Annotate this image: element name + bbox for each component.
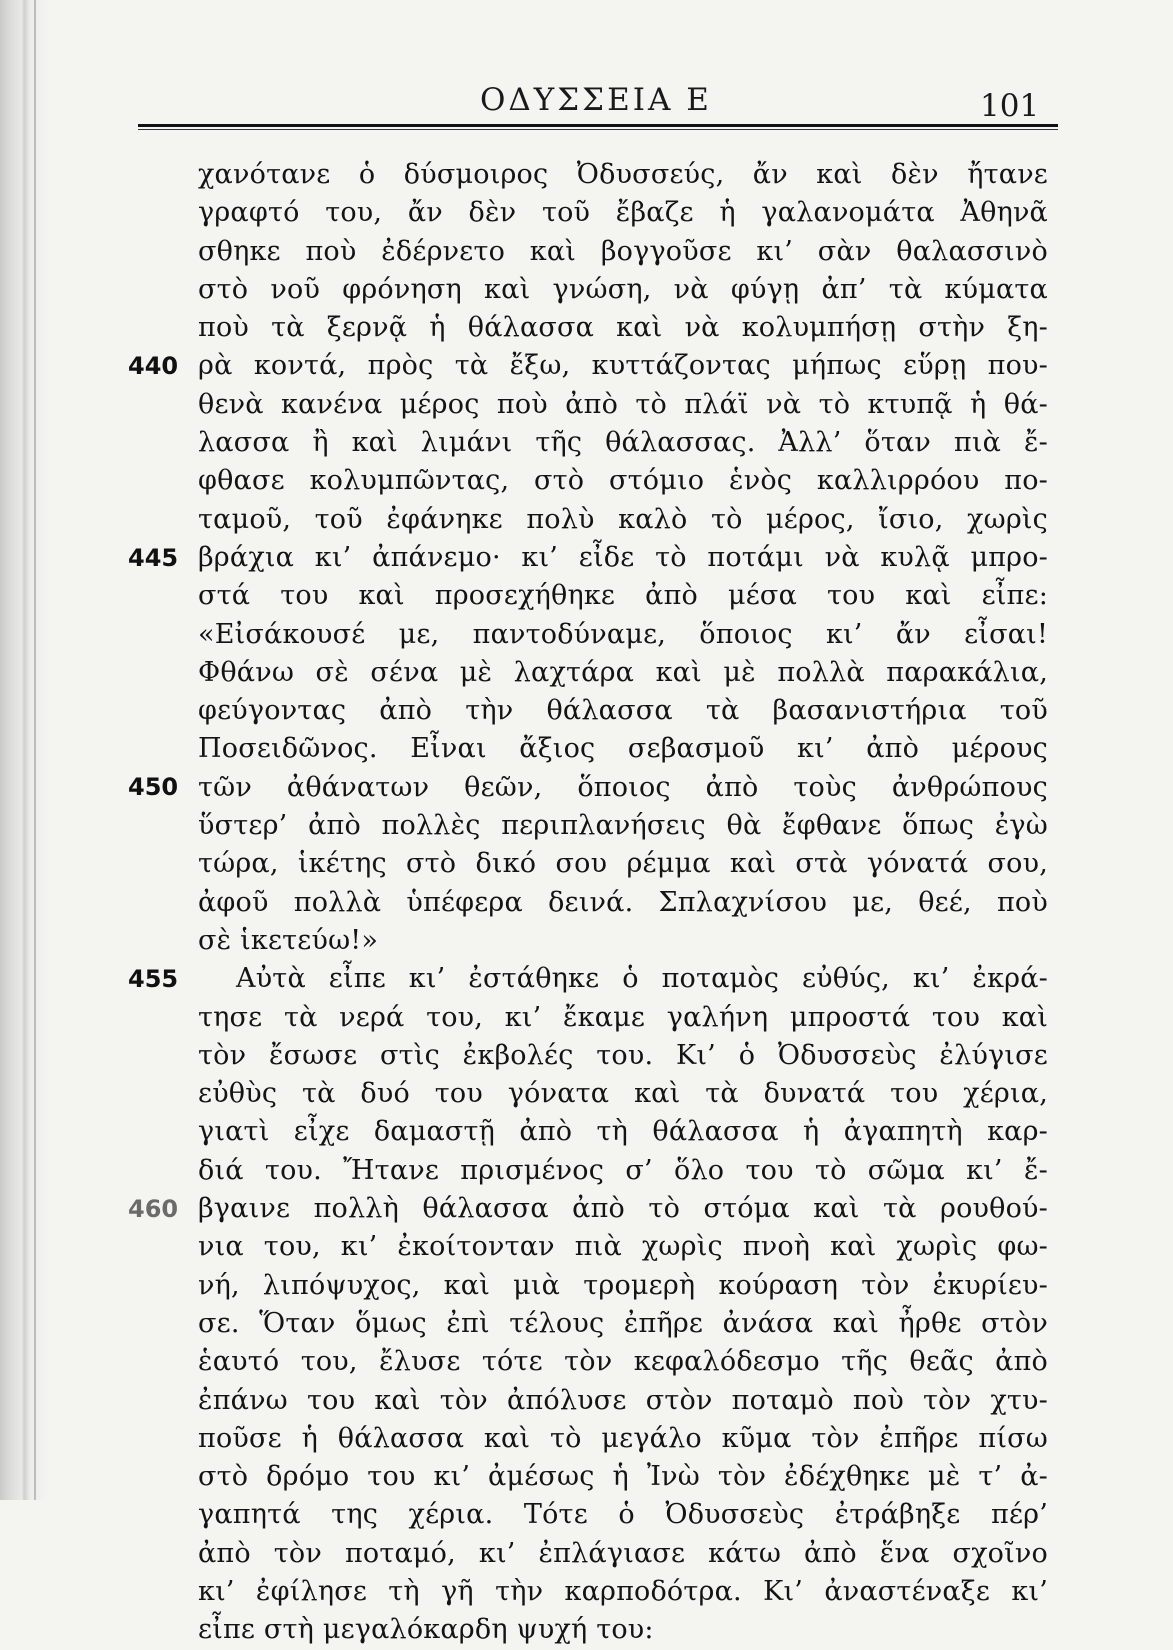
- verse-number-455: 455: [128, 965, 179, 993]
- text-line: στὸ δρόμο του κι’ ἀμέσως ἡ Ἰνὼ τὸν ἐδέχθηκε μὲ τ’ ἀ-: [198, 1461, 1048, 1493]
- text-line: ταμοῦ, τοῦ ἐφάνηκε πολὺ καλὸ τὸ μέρος, ἴσιο, χωρὶς: [198, 503, 1048, 535]
- text-line: βράχια κι’ ἀπάνεμο· κι’ εἶδε τὸ ποτάμι νὰ κυλᾷ μπρο-: [198, 541, 1048, 573]
- book-binding: [0, 0, 48, 1500]
- text-line: ἑαυτό του, ἔλυσε τότε τὸν κεφαλόδεσμο τῆς θεᾶς ἀπὸ: [198, 1346, 1048, 1378]
- text-line: σὲ ἱκετεύω!»: [198, 924, 379, 956]
- text-line: νια του, κι’ ἐκοίτονταν πιὰ χωρὶς πνοὴ καὶ χωρὶς φω-: [198, 1231, 1048, 1263]
- text-line: ποὺ τὰ ξερνᾷ ἡ θάλασσα καὶ νὰ κολυμπήσῃ στὴν ξη-: [198, 312, 1048, 344]
- verse-number-445: 445: [128, 544, 179, 572]
- text-line: γραφτό του, ἄν δὲν τοῦ ἔβαζε ἡ γαλανομάτα Ἀθηνᾶ: [198, 197, 1048, 229]
- text-line: ἀφοῦ πολλὰ ὑπέφερα δεινά. Σπλαχνίσου με, θεέ, ποὺ: [198, 886, 1048, 918]
- verse-number-440: 440: [128, 352, 179, 380]
- text-line: κι’ ἐφίλησε τὴ γῆ τὴν καρποδότρα. Κι’ ἀναστέναξε κι’: [198, 1575, 1048, 1607]
- text-line: Αὐτὰ εἶπε κι’ ἐστάθηκε ὁ ποταμὸς εὐθύς, κι’ ἐκρά-: [236, 963, 1048, 995]
- running-head: ΟΔΥΣΣΕΙΑ Ε: [480, 82, 712, 118]
- text-line: γιατὶ εἶχε δαμαστῇ ἀπὸ τὴ θάλασσα ἡ ἀγαπητὴ καρ-: [198, 1116, 1048, 1148]
- text-line: ὕστερ’ ἀπὸ πολλὲς περιπλανήσεις θὰ ἔφθανε ὅπως ἐγὼ: [198, 810, 1048, 842]
- text-line: θενὰ κανένα μέρος ποὺ ἀπὸ τὸ πλάϊ νὰ τὸ κτυπᾷ ἡ θά-: [198, 388, 1048, 420]
- page-body-text: [198, 156, 1048, 1650]
- text-line: τησε τὰ νερά του, κι’ ἔκαμε γαλήνη μπροστά του καὶ: [198, 1001, 1048, 1033]
- text-line: λασσα ἢ καὶ λιμάνι τῆς θάλασσας. Ἀλλ’ ὅταν πιὰ ἔ-: [198, 427, 1048, 459]
- text-line: φεύγοντας ἀπὸ τὴν θάλασσα τὰ βασανιστήρια τοῦ: [198, 695, 1048, 727]
- text-line: φθασε κολυμπῶντας, στὸ στόμιο ἑνὸς καλλιρρόου πο-: [198, 465, 1048, 497]
- text-line: «Εἰσάκουσέ με, παντοδύναμε, ὅποιος κι’ ἄν εἶσαι!: [198, 618, 1048, 650]
- text-line: Φθάνω σὲ σένα μὲ λαχτάρα καὶ μὲ πολλὰ παρακάλια,: [198, 656, 1048, 688]
- text-line: ἀπὸ τὸν ποταμό, κι’ ἐπλάγιασε κάτω ἀπὸ ἕνα σχοῖνο: [198, 1537, 1048, 1569]
- text-line: στὸ νοῦ φρόνηση καὶ γνώση, νὰ φύγῃ ἀπ’ τὰ κύματα: [198, 273, 1048, 305]
- text-line: εὐθὺς τὰ δυό του γόνατα καὶ τὰ δυνατά του χέρια,: [198, 1078, 1048, 1110]
- header-rule: [138, 124, 1058, 127]
- text-line: Ποσειδῶνος. Εἶναι ἄξιος σεβασμοῦ κι’ ἀπὸ μέρους: [198, 733, 1048, 765]
- text-line: ποῦσε ἡ θάλασσα καὶ τὸ μεγάλο κῦμα τὸν ἐπῆρε πίσω: [198, 1422, 1048, 1454]
- text-line: ἐπάνω του καὶ τὸν ἀπόλυσε στὸν ποταμὸ ποὺ τὸν χτυ-: [198, 1384, 1048, 1416]
- text-line: στά του καὶ προσεχήθηκε ἀπὸ μέσα του καὶ εἶπε:: [198, 580, 1048, 612]
- text-line: διά του. Ἤτανε πρισμένος σ’ ὅλο του τὸ σῶμα κι’ ἔ-: [198, 1154, 1048, 1186]
- text-line: νή, λιπόψυχος, καὶ μιὰ τρομερὴ κούραση τὸν ἐκυρίευ-: [198, 1269, 1048, 1301]
- text-line: βγαινε πολλὴ θάλασσα ἀπὸ τὸ στόμα καὶ τὰ ρουθού-: [198, 1193, 1048, 1225]
- page-number: 101: [980, 88, 1040, 124]
- verse-number-450: 450: [128, 773, 179, 801]
- verse-number-460: 460: [128, 1195, 179, 1223]
- text-line: τώρα, ἱκέτης στὸ δικό σου ρέμμα καὶ στὰ γόνατά σου,: [198, 848, 1048, 880]
- text-line: γαπητά της χέρια. Τότε ὁ Ὀδυσσεὺς ἐτράβηξε πέρ’: [198, 1499, 1048, 1531]
- text-line: τῶν ἀθάνατων θεῶν, ὅποιος ἀπὸ τοὺς ἀνθρώπους: [198, 771, 1048, 803]
- text-line: χανότανε ὁ δύσμοιρος Ὀδυσσεύς, ἄν καὶ δὲν ἤτανε: [198, 159, 1048, 190]
- text-line: σθηκε ποὺ ἐδέρνετο καὶ βογγοῦσε κι’ σὰν θαλασσινὸ: [198, 235, 1048, 267]
- header-rule-thin: [138, 129, 1058, 130]
- text-line: ρὰ κοντά, πρὸς τὰ ἔξω, κυττάζοντας μήπως εὕρῃ που-: [198, 350, 1048, 382]
- text-line: εἶπε στὴ μεγαλόκαρδη ψυχή του:: [198, 1614, 654, 1646]
- text-line: τὸν ἔσωσε στὶς ἐκβολές του. Κι’ ὁ Ὀδυσσεὺς ἐλύγισε: [198, 1039, 1048, 1071]
- text-line: σε. Ὅταν ὅμως ἐπὶ τέλους ἐπῆρε ἀνάσα καὶ ἦρθε στὸν: [198, 1307, 1048, 1339]
